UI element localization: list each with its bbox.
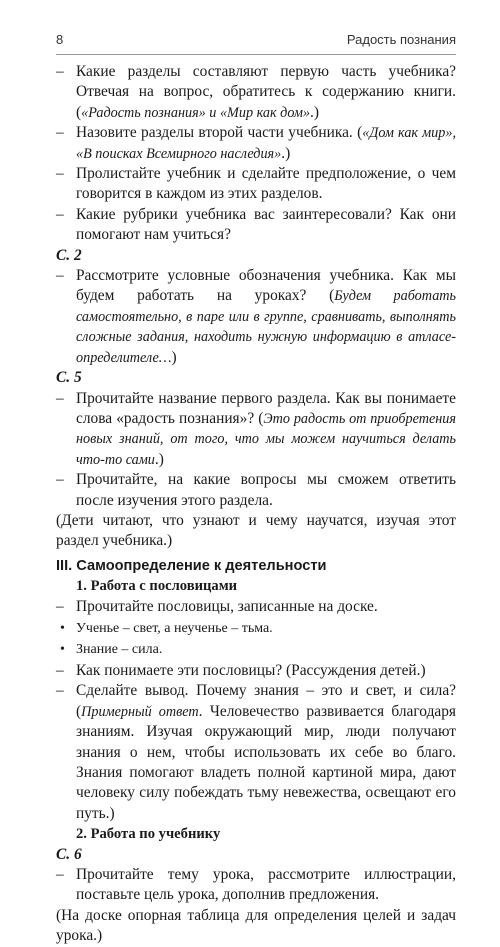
page-content bbox=[56, 62, 456, 947]
question-text: Прочитайте название первого раздела. Как вы понимаете слова «радость познания»? ( bbox=[76, 389, 456, 427]
slide-ref-5: С. 5 bbox=[56, 369, 82, 387]
question-list-4 bbox=[56, 597, 456, 617]
question-tail: .) bbox=[281, 144, 291, 162]
proverb-list bbox=[56, 619, 456, 659]
question-item bbox=[56, 205, 456, 246]
page-number: 8 bbox=[56, 32, 64, 47]
question-list-2 bbox=[56, 266, 456, 368]
question-item bbox=[56, 661, 456, 681]
question-tail: .) bbox=[154, 450, 164, 468]
question-list-6 bbox=[56, 865, 456, 906]
dash-marker: – bbox=[56, 471, 64, 489]
question-text: Сделайте вывод. Почему знания – это и свет, и сила? ( bbox=[76, 682, 456, 720]
slide-ref-2: С. 2 bbox=[56, 246, 82, 264]
question-text: Пролистайте учебник и сделайте предположение, о чем говорится в каждом из этих разделов. bbox=[76, 165, 456, 203]
proverb-item: • Ученье – свет, а неученье – тьма. bbox=[60, 620, 273, 636]
question-item bbox=[56, 389, 456, 471]
question-item bbox=[56, 681, 456, 824]
note-board-table: (На доске опорная таблица для определения целей и задач урока.) bbox=[56, 906, 456, 945]
dash-marker: – bbox=[56, 661, 64, 679]
question-text: Назовите разделы второй части учебника. ( bbox=[76, 124, 363, 142]
question-item bbox=[56, 597, 456, 617]
question-tail: . Человечество развивается благодаря знаниям. Изучая окружающий мир, люди получают знания о нем, чтобы использовать их себе во благо. Знания помогают владеть полной картиной мира, дают человеку силу побеждать тьму невежества, освещают его путь.) bbox=[76, 702, 456, 822]
answer-italic: «Радость познания» и «Мир как дом» bbox=[81, 104, 311, 121]
dash-marker: – bbox=[56, 389, 64, 407]
question-item bbox=[56, 266, 456, 368]
question-tail: ) bbox=[171, 348, 177, 366]
question-text: Прочитайте тему урока, рассмотрите иллюстрации, поставьте цель урока, дополнив предложения. bbox=[76, 866, 456, 904]
question-text: Как понимаете эти пословицы? (Рассуждения детей.) bbox=[76, 661, 426, 679]
question-item bbox=[56, 865, 456, 906]
question-tail: .) bbox=[310, 103, 320, 121]
dash-marker: – bbox=[56, 597, 64, 615]
page-header bbox=[56, 28, 456, 55]
question-list-1 bbox=[56, 62, 456, 246]
note-children-read: (Дети читают, что узнают и чему научатся, изучая этот раздел учебника.) bbox=[56, 511, 456, 550]
question-text: Какие разделы составляют первую часть учебника? Отвечая на вопрос, обратитесь к содержанию книги. ( bbox=[76, 63, 456, 121]
subheading-proverbs: 1. Работа с пословицами bbox=[76, 578, 238, 595]
section-heading-3: III. Самоопределение к деятельности bbox=[56, 557, 327, 574]
question-text: Рассмотрите условные обозначения учебника. Как мы будем работать на уроках? ( bbox=[76, 267, 456, 305]
answer-italic: «Дом как мир», «В поисках Всемирного наследия» bbox=[76, 125, 457, 162]
slide-ref-6: С. 6 bbox=[56, 845, 82, 863]
dash-marker: – bbox=[56, 165, 64, 183]
dash-marker: – bbox=[56, 63, 64, 80]
bullet-icon: • bbox=[60, 641, 65, 657]
running-title: Радость познания bbox=[346, 32, 456, 47]
question-text: Прочитайте пословицы, записанные на доске. bbox=[76, 597, 378, 615]
question-item bbox=[56, 470, 456, 511]
dash-marker: – bbox=[56, 267, 64, 285]
answer-italic: Это радость от приобретения новых знаний, от того, что мы можем научиться делать что-то сами bbox=[76, 410, 456, 468]
answer-italic: Будем работать самостоятельно, в паре или в группе, сравнивать, выполнять сложные задания, находить нужную информацию в атласе-определителе… bbox=[76, 288, 456, 366]
question-item bbox=[56, 123, 456, 164]
question-item bbox=[56, 164, 456, 205]
question-text: Какие рубрики учебника вас заинтересовали? Как они помогают нам учиться? bbox=[76, 205, 456, 244]
dash-marker: – bbox=[56, 124, 64, 142]
proverb-item: • Знание – сила. bbox=[60, 641, 163, 657]
question-list-3 bbox=[56, 389, 456, 511]
subheading-textbook: 2. Работа по учебнику bbox=[76, 826, 221, 843]
answer-italic: Примерный ответ bbox=[81, 703, 199, 720]
dash-marker: – bbox=[56, 866, 64, 884]
question-text: Прочитайте, на какие вопросы мы сможем ответить после изучения этого раздела. bbox=[76, 471, 456, 509]
question-item bbox=[56, 62, 456, 123]
bullet-icon: • bbox=[60, 620, 65, 636]
dash-marker: – bbox=[56, 205, 64, 223]
dash-marker: – bbox=[56, 682, 64, 700]
